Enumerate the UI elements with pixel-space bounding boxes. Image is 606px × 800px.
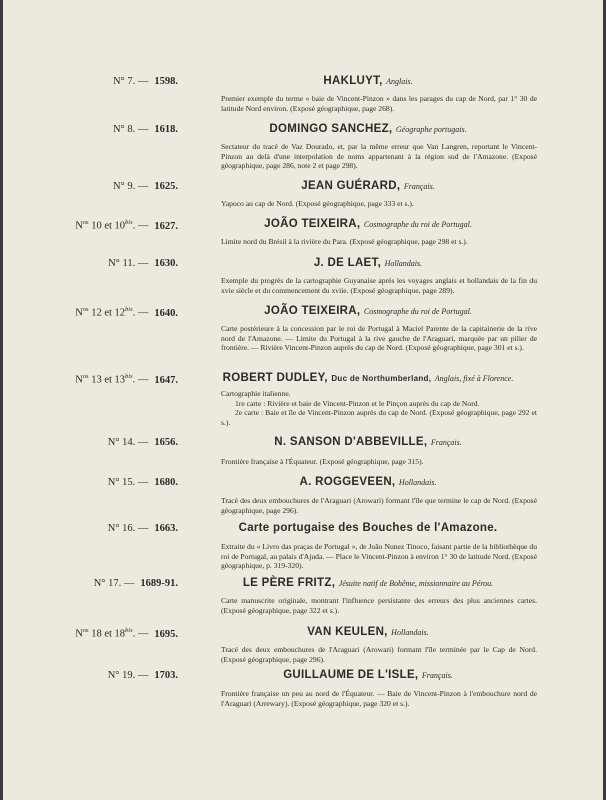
entry-number: $N^{os}$ 10 et $10^{bis}$. — 1627. bbox=[75, 219, 178, 232]
entry-number: $N^{os}$ 12 et $12^{bis}$. — 1640. bbox=[75, 306, 178, 319]
entry-number: N° 19. — 1703. bbox=[107, 670, 178, 681]
entry-heading: ROBERT DUDLEY, Duc de Northumberland, Anglais, fixé à Florence. bbox=[222, 372, 514, 384]
entry-description: Limite nord du Brésil à la rivière du Para. (Exposé géographique, page 298 et s.). bbox=[221, 237, 468, 246]
entry-number: N° 9. — 1625. bbox=[112, 181, 178, 192]
entry-description: Yapoco au cap de Nord. (Exposé géographique, page 333 et s.). bbox=[221, 199, 414, 208]
entry-heading: GUILLAUME DE L'ISLE, Français. bbox=[283, 669, 453, 681]
entry-description: Frontière française un peu au nord de l'Équateur. — Baie de Vincent-Pinzon à l'embouchure nord de l'Araguari (Arrewary). (Exposé géographique, page 320 et s.). bbox=[221, 689, 537, 708]
entry-heading: A. ROGGEVEEN, Hollandais. bbox=[299, 476, 437, 488]
entry-description: Frontière française à l'Équateur. (Exposé géographique, page 315). bbox=[221, 457, 424, 466]
entry-description: Extraite du « Livro das praças de Portugal », de João Nunez Tinoco, faisant partie de la bibliothèque du roi de Portugal, au palais d'Ajuda. — Place le Vincent-Pinzon à environ 1° 30 de latitude Nord. (Exposé géographique, p. 319-320). bbox=[221, 542, 537, 571]
entry-description: Premier exemple du terme « baie de Vincent-Pinzon » dans les parages du cap de Nord, par 1° 30 de latitude Nord environ. (Exposé géographique, page 268). bbox=[221, 94, 537, 113]
entry-number: N° 8. — 1618. bbox=[112, 124, 178, 135]
entry-heading: VAN KEULEN, Hollandais. bbox=[307, 626, 429, 638]
entry-number: N° 11. — 1630. bbox=[108, 258, 178, 269]
entry-number: N° 14. — 1656. bbox=[107, 437, 178, 448]
entry-heading: HAKLUYT, Anglais. bbox=[323, 75, 413, 87]
entry-heading: JEAN GUÉRARD, Français. bbox=[301, 180, 435, 192]
entry-number: N° 15. — 1680. bbox=[107, 477, 178, 488]
entry-number: N° 7. — 1598. bbox=[112, 76, 178, 87]
entry-number: N° 16. — 1663. bbox=[107, 523, 178, 534]
entry-heading: N. SANSON D'ABBEVILLE, Français. bbox=[274, 436, 462, 448]
entry-description: Carte manuscrite originale, montrant l'influence persistante des erreurs des plus anciennes cartes. (Exposé géographique, page 322 et s.). bbox=[221, 596, 537, 615]
entry-heading: DOMINGO SANCHEZ, Géographe portugais. bbox=[269, 123, 467, 135]
entry-heading: JOÃO TEIXEIRA, Cosmographe du roi de Portugal. bbox=[264, 218, 472, 230]
entry-heading: LE PÈRE FRITZ, Jésuite natif de Bohême, missionnaire au Pérou. bbox=[242, 577, 494, 589]
entry-description: Tracé des deux embouchures de l'Araguari (Arowari) formant l'île terminée par le Cap de Nord. (Exposé géographique, page 296). bbox=[221, 645, 537, 664]
entry-number: $N^{os}$ 18 et $18^{bis}$. — 1695. bbox=[75, 627, 178, 640]
entry-description: Tracé des deux embouchures de l'Araguari (Arowari) formant l'île que termine le cap de Nord. (Exposé géographique, page 296). bbox=[221, 496, 537, 515]
entry-description: Exemple du progrès de la cartographie Guyanaise après les voyages anglais et hollandais de la fin du xvie siècle et du commencement du xviie. (Exposé géographique, page 289). bbox=[221, 276, 537, 295]
entry-number: $N^{os}$ 13 et $13^{bis}$. — 1647. bbox=[75, 373, 178, 386]
entry-heading: JOÃO TEIXEIRA, Cosmographe du roi de Portugal. bbox=[264, 305, 472, 317]
entry-heading: Carte portugaise des Bouches de l'Amazone. bbox=[238, 522, 498, 534]
entry-number: N° 17. — 1689-91. bbox=[93, 578, 178, 589]
document-page bbox=[3, 0, 603, 800]
entry-description: Sectateur du tracé de Vaz Dourado, et, par la même erreur que Van Langren, reportant le Vincent-Pinzon au delà d'une interpolation de noms appartenant à la région sud de l'Amazone. (Exposé géographique, page 286, note 2 et page 298). bbox=[221, 142, 537, 171]
entry-description: Carte postérieure à la concession par le roi de Portugal à Maciel Parente de la capitainerie de la rive nord de l'Amazone. — Limite du Portugal à la rive gauche de l'Araguari, marquée par un pilier de frontière. — Rivière Vincent-Pinzon auprès du cap de Nord. (Exposé géographique, page 301 et s.). bbox=[221, 324, 537, 353]
entry-description: Cartographie italienne. 1re carte : Rivière et baie de Vincent-Pinzon et le Pinçon auprès du cap de Nord. 2e carte : Baie et île de Vincent-Pinzon auprès du cap de Nord. (Exposé géographique, page 292 et s.). bbox=[221, 389, 537, 427]
entry-heading: J. DE LAET, Hollandais. bbox=[313, 257, 423, 269]
